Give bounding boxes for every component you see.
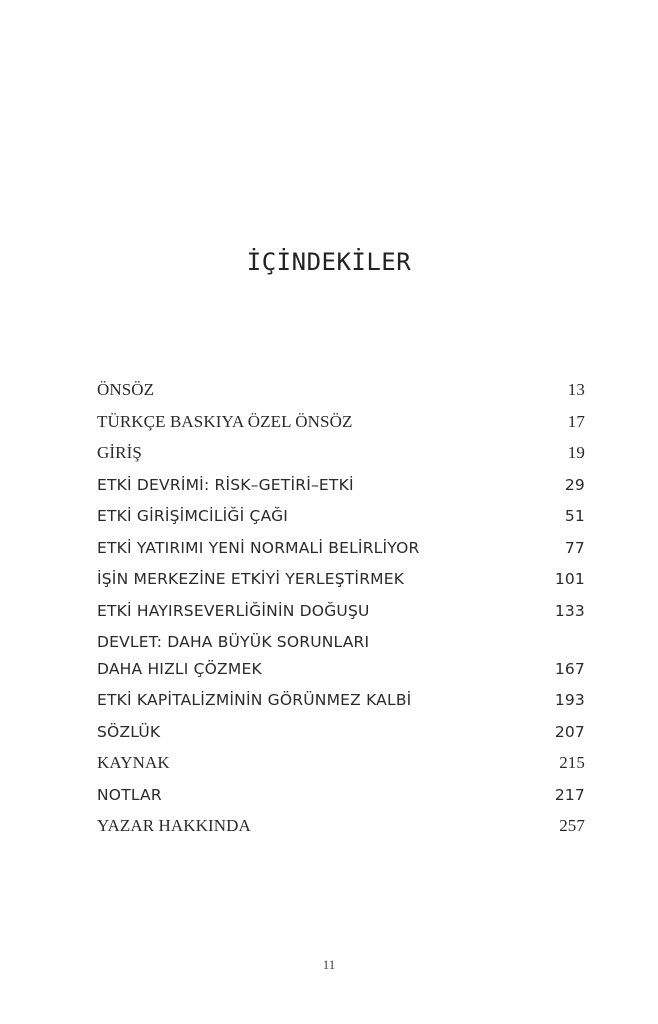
toc-entry-page: 217 <box>554 785 585 804</box>
toc-entry-page: 215 <box>559 753 585 772</box>
toc-entry <box>97 378 585 410</box>
toc-entry-label: GİRİŞ <box>97 443 142 462</box>
toc-entry <box>97 751 585 783</box>
toc-entry-label: ETKİ YATIRIMI YENİ NORMALİ BELİRLİYOR <box>97 538 420 557</box>
toc-entry <box>97 410 585 442</box>
toc-entry-label: ETKİ DEVRİMİ: RİSK–GETİRİ–ETKİ <box>97 475 354 494</box>
toc-entry-page: 77 <box>564 538 585 557</box>
toc-entry-label: YAZAR HAKKINDA <box>97 816 251 835</box>
toc-entry <box>97 504 585 536</box>
toc-entry <box>97 630 585 688</box>
toc-entry <box>97 720 585 752</box>
toc-entry-page: 133 <box>554 601 585 620</box>
table-of-contents <box>97 378 585 846</box>
toc-entry <box>97 688 585 720</box>
toc-entry <box>97 536 585 568</box>
toc-entry-page: 51 <box>564 507 585 525</box>
toc-entry-label: DEVLET: DAHA BÜYÜK SORUNLARI <box>97 633 370 651</box>
toc-entry-page: 193 <box>554 691 585 709</box>
page-title: İÇİNDEKİLER <box>246 248 412 276</box>
toc-entry-label: İŞİN MERKEZİNE ETKİYİ YERLEŞTİRMEK <box>97 570 405 588</box>
toc-entry <box>97 814 585 846</box>
toc-entry-label: TÜRKÇE BASKIYA ÖZEL ÖNSÖZ <box>97 411 353 431</box>
toc-entry <box>97 441 585 473</box>
toc-entry-label: KAYNAK <box>97 753 170 772</box>
toc-entry-page: 207 <box>554 722 585 741</box>
toc-entry <box>97 567 585 599</box>
toc-entry-page: 29 <box>564 475 585 494</box>
toc-entry-label: ÖNSÖZ <box>97 380 155 399</box>
toc-entry <box>97 473 585 505</box>
toc-entry-label-continued: DAHA HIZLI ÇÖZMEK <box>97 660 262 678</box>
toc-entry-label: ETKİ HAYIRSEVERLİĞİNİN DOĞUŞU <box>97 601 370 620</box>
toc-entry-page: 167 <box>554 660 585 678</box>
toc-entry-label: SÖZLÜK <box>97 722 161 741</box>
toc-entry <box>97 599 585 631</box>
toc-entry-page: 19 <box>567 443 585 462</box>
toc-entry-label: ETKİ GİRİŞİMCİLİĞİ ÇAĞI <box>97 507 289 525</box>
toc-entry-label: NOTLAR <box>97 785 162 804</box>
toc-entry-page: 101 <box>554 570 585 588</box>
toc-entry-page: 257 <box>559 816 585 835</box>
toc-entry <box>97 783 585 815</box>
toc-entry-page: 13 <box>567 380 585 399</box>
toc-entry-label: ETKİ KAPİTALİZMİNİN GÖRÜNMEZ KALBİ <box>97 691 412 709</box>
toc-entry-page: 17 <box>567 411 585 431</box>
page-number: 11 <box>322 957 336 972</box>
